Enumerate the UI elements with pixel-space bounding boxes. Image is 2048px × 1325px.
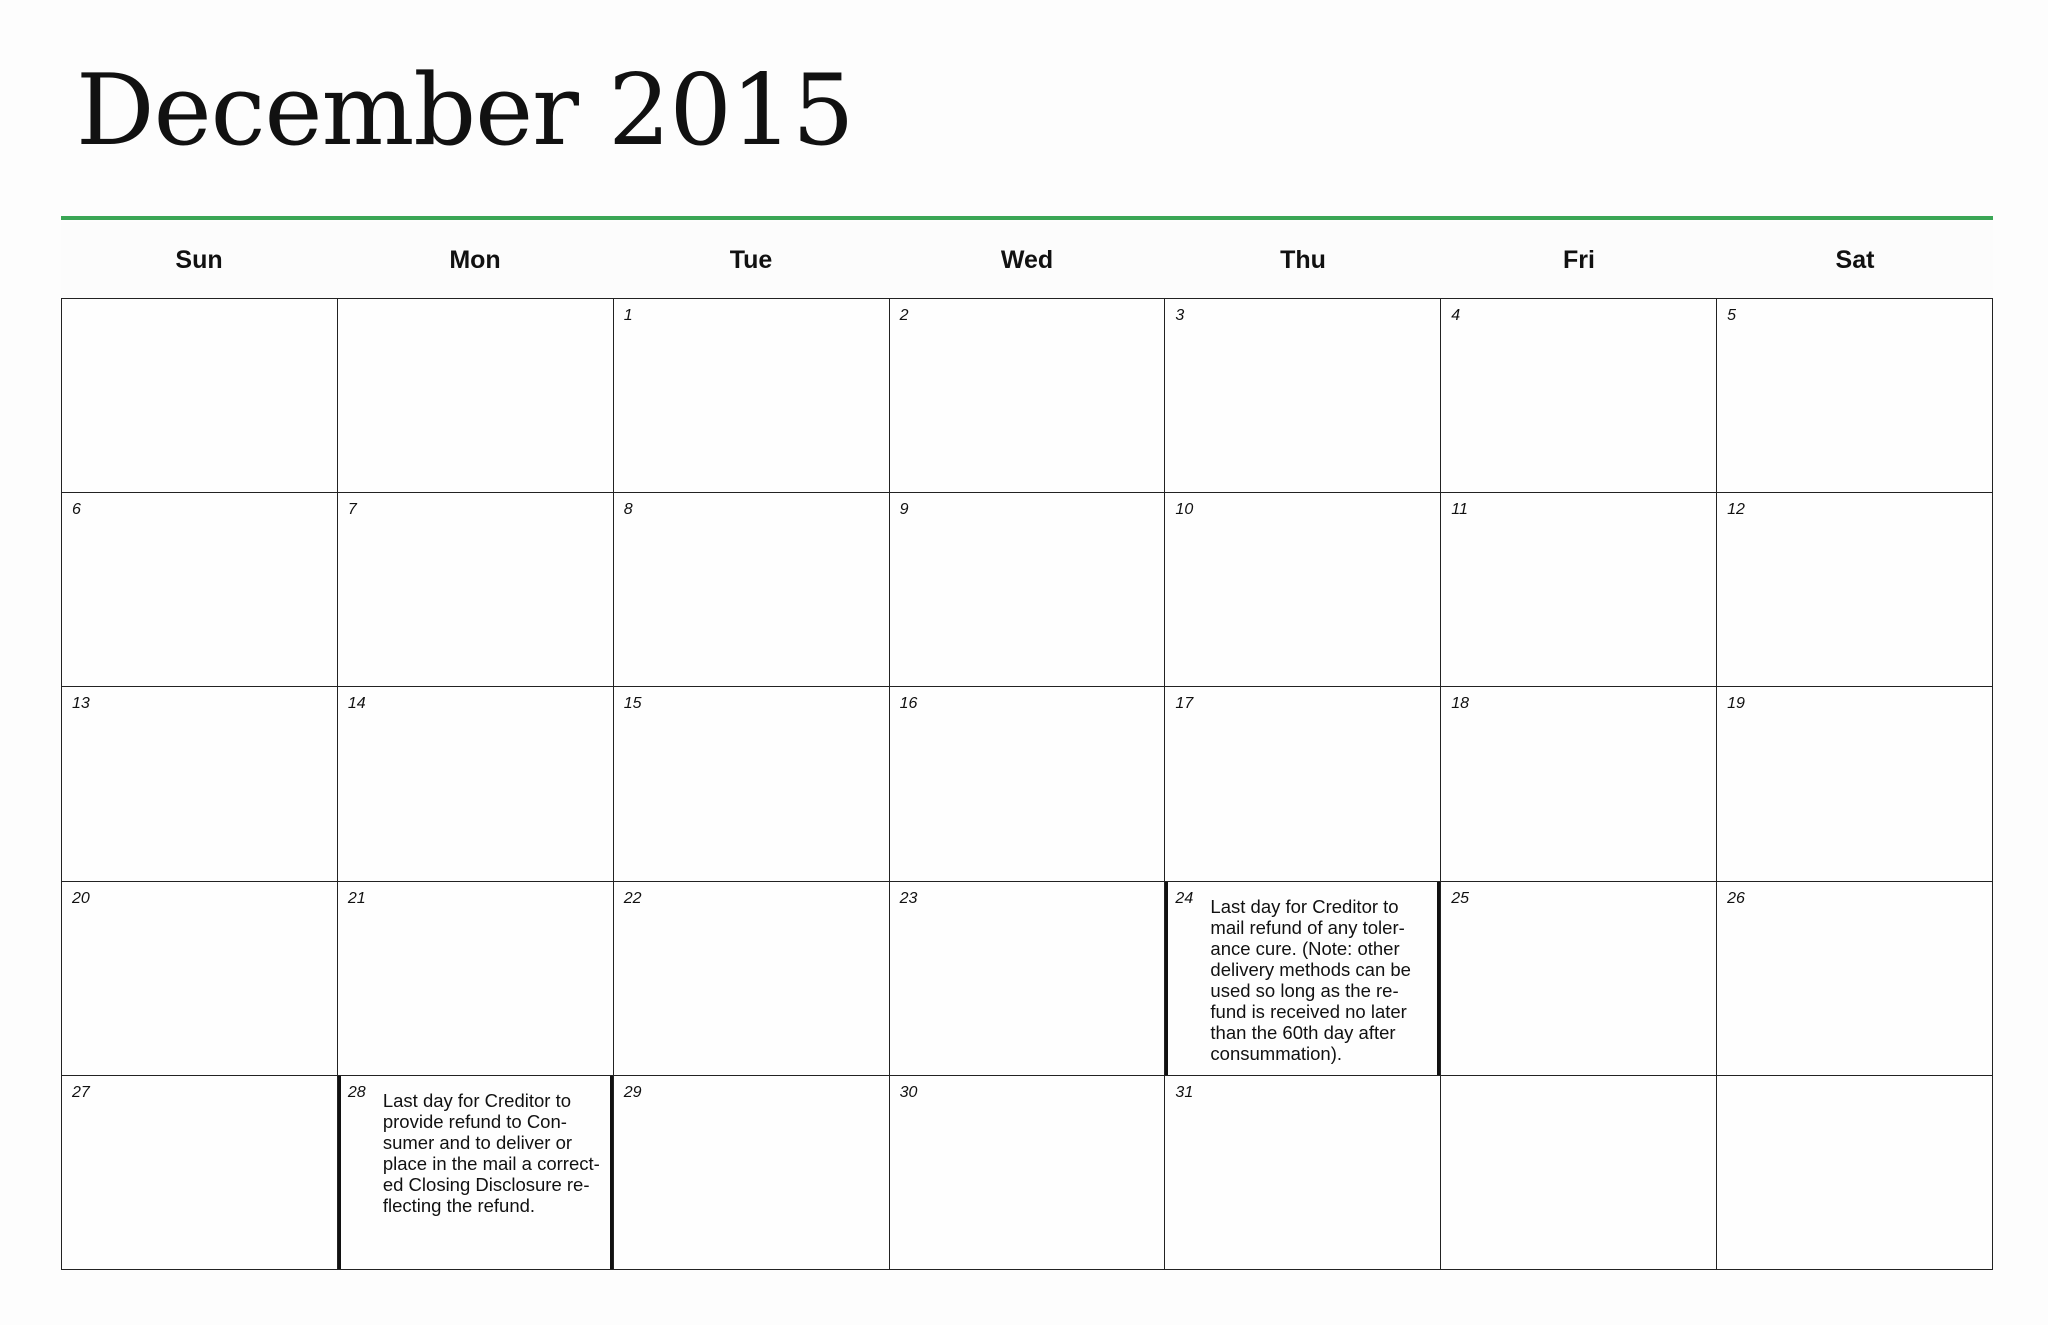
day-cell-11: [1441, 493, 1717, 687]
day-number: 15: [623, 695, 642, 713]
day-cell-10: [1165, 493, 1441, 687]
day-number: 23: [899, 889, 918, 907]
day-cell-26: [1717, 882, 1993, 1076]
day-note: Last day for Creditor to mail refund of any toler- ance cure. (Note: other delivery methods can be used so long as the re- fund is received no later than the 60th day after consummation).: [1210, 895, 1411, 1064]
day-cell-25: [1441, 882, 1717, 1076]
day-number: 3: [1175, 307, 1185, 324]
day-cell-7: [338, 493, 614, 687]
day-cell-23: [890, 882, 1166, 1076]
day-cell-18: [1441, 687, 1717, 881]
day-cell-15: [614, 687, 890, 881]
day-number: 28: [347, 1083, 366, 1101]
day-number: 31: [1175, 1083, 1194, 1101]
day-cell-8: [614, 493, 890, 687]
day-number: 21: [347, 889, 366, 907]
weekday-sun: Sun: [175, 245, 223, 274]
day-number: 20: [72, 889, 90, 907]
day-cell-31: [1165, 1076, 1441, 1270]
day-number: 26: [1727, 889, 1745, 907]
day-number: 27: [72, 1083, 90, 1101]
day-cell-6: [62, 493, 338, 687]
day-number: 11: [1451, 501, 1468, 519]
day-number: 22: [623, 889, 642, 907]
title-divider: [61, 216, 1993, 220]
day-cell-24: [1165, 882, 1441, 1076]
day-cell-17: [1165, 687, 1441, 881]
day-number: 24: [1175, 889, 1194, 907]
day-number: 17: [1175, 695, 1194, 713]
weekday-mon: Mon: [449, 245, 501, 274]
day-number: 9: [899, 501, 909, 519]
day-number: 25: [1451, 889, 1470, 907]
day-number: 8: [623, 501, 633, 519]
weekday-tue: Tue: [729, 245, 773, 274]
day-cell-19: [1717, 687, 1993, 881]
day-cell-27: [62, 1076, 338, 1270]
day-cell-5: [1717, 299, 1993, 493]
day-cell-16: [890, 687, 1166, 881]
weekday-sat: Sat: [1835, 245, 1875, 274]
day-note: Last day for Creditor to provide refund to Con- sumer and to deliver or place in the mail a correct- ed Closing Disclosure re- flecting the refund.: [382, 1089, 600, 1216]
day-number: 14: [347, 695, 366, 713]
day-cell-4: [1441, 299, 1717, 493]
day-number: 7: [347, 501, 357, 519]
empty-day-cell: [62, 299, 338, 493]
day-cell-20: [62, 882, 338, 1076]
day-number: 13: [72, 695, 90, 713]
day-number: 6: [72, 501, 81, 519]
day-number: 29: [623, 1083, 642, 1101]
day-number: 18: [1451, 695, 1470, 713]
day-number: 16: [899, 695, 918, 713]
day-cell-21: [338, 882, 614, 1076]
day-number: 30: [899, 1083, 918, 1101]
day-cell-30: [890, 1076, 1166, 1270]
empty-day-cell: [1441, 1076, 1717, 1270]
day-cell-14: [338, 687, 614, 881]
day-cell-9: [890, 493, 1166, 687]
calendar-title: December 2015: [76, 54, 854, 168]
day-cell-29: [614, 1076, 890, 1270]
day-number: 10: [1175, 501, 1194, 519]
day-number: 2: [899, 307, 909, 324]
day-number: 4: [1451, 307, 1461, 324]
day-cell-28: [338, 1076, 614, 1270]
day-number: 1: [623, 307, 633, 324]
day-cell-13: [62, 687, 338, 881]
day-cell-1: [614, 299, 890, 493]
empty-day-cell: [1717, 1076, 1993, 1270]
day-number: 12: [1727, 501, 1745, 519]
day-cell-3: [1165, 299, 1441, 493]
calendar-grid: [61, 298, 1993, 1270]
weekday-header: [61, 222, 1993, 298]
weekday-fri: Fri: [1563, 245, 1595, 274]
day-cell-22: [614, 882, 890, 1076]
day-number: 19: [1727, 695, 1745, 713]
empty-day-cell: [338, 299, 614, 493]
day-cell-2: [890, 299, 1166, 493]
day-cell-12: [1717, 493, 1993, 687]
day-number: 5: [1727, 307, 1737, 324]
weekday-wed: Wed: [1000, 245, 1054, 274]
weekday-thu: Thu: [1280, 245, 1326, 274]
